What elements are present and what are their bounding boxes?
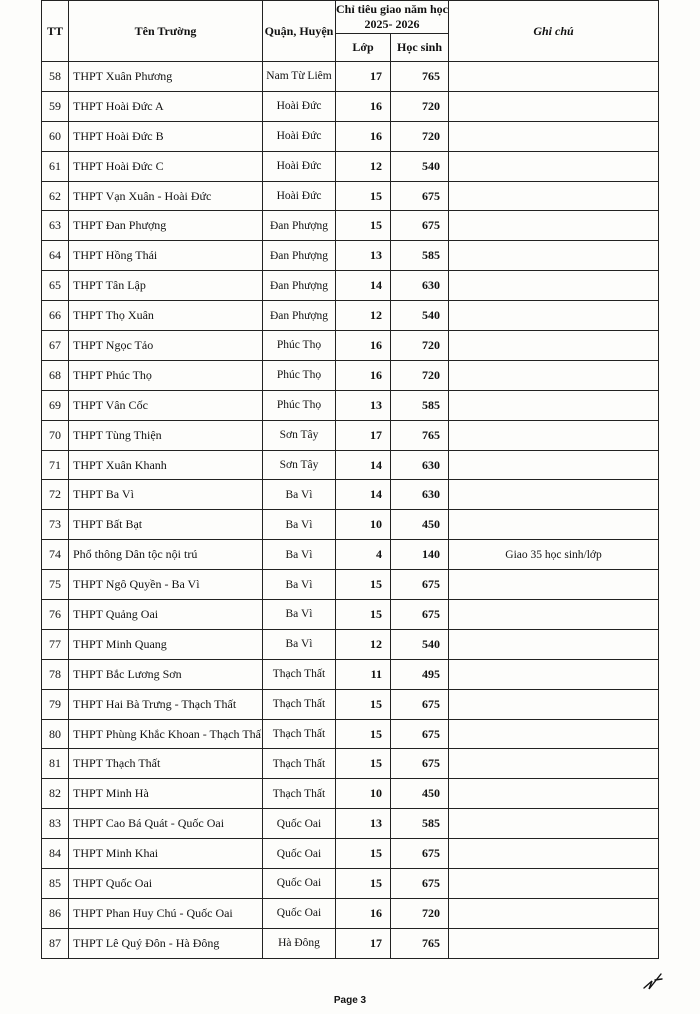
row-index: 70 — [42, 420, 69, 450]
school-name: THPT Minh Khai — [69, 839, 263, 869]
row-index: 64 — [42, 241, 69, 271]
table-row — [42, 91, 659, 121]
row-note — [449, 420, 659, 450]
school-name: THPT Xuân Khanh — [69, 450, 263, 480]
district-name: Ba Vì — [263, 540, 336, 570]
table-row — [42, 570, 659, 600]
row-index: 82 — [42, 779, 69, 809]
district-name: Quốc Oai — [263, 898, 336, 928]
row-note — [449, 689, 659, 719]
student-count: 675 — [391, 869, 449, 899]
row-note — [449, 839, 659, 869]
table-row — [42, 420, 659, 450]
school-quota-table — [41, 0, 659, 959]
class-count: 13 — [336, 809, 391, 839]
table-row — [42, 62, 659, 92]
table-row — [42, 928, 659, 958]
table-row — [42, 510, 659, 540]
student-count: 675 — [391, 570, 449, 600]
table-row — [42, 211, 659, 241]
row-note — [449, 600, 659, 630]
district-name: Thạch Thất — [263, 749, 336, 779]
row-note — [449, 809, 659, 839]
school-name: THPT Bất Bạt — [69, 510, 263, 540]
row-note — [449, 91, 659, 121]
class-count: 14 — [336, 480, 391, 510]
row-note — [449, 928, 659, 958]
class-count: 17 — [336, 62, 391, 92]
school-name: THPT Quốc Oai — [69, 869, 263, 899]
row-index: 71 — [42, 450, 69, 480]
student-count: 720 — [391, 898, 449, 928]
school-name: THPT Lê Quý Đôn - Hà Đông — [69, 928, 263, 958]
row-note — [449, 869, 659, 899]
table-row — [42, 629, 659, 659]
table-row — [42, 480, 659, 510]
row-index: 83 — [42, 809, 69, 839]
row-index: 63 — [42, 211, 69, 241]
table-row — [42, 600, 659, 630]
row-index: 87 — [42, 928, 69, 958]
student-count: 495 — [391, 659, 449, 689]
row-note — [449, 241, 659, 271]
school-name: THPT Thọ Xuân — [69, 301, 263, 331]
row-index: 72 — [42, 480, 69, 510]
table-row — [42, 869, 659, 899]
school-name: THPT Đan Phượng — [69, 211, 263, 241]
district-name: Nam Từ Liêm — [263, 62, 336, 92]
signature-mark — [642, 968, 664, 992]
student-count: 675 — [391, 719, 449, 749]
row-note — [449, 898, 659, 928]
district-name: Ba Vì — [263, 629, 336, 659]
row-index: 59 — [42, 91, 69, 121]
row-index: 81 — [42, 749, 69, 779]
class-count: 14 — [336, 271, 391, 301]
class-count: 12 — [336, 629, 391, 659]
class-count: 15 — [336, 839, 391, 869]
district-name: Thạch Thất — [263, 689, 336, 719]
district-name: Sơn Tây — [263, 450, 336, 480]
school-name: THPT Hoài Đức A — [69, 91, 263, 121]
row-note — [449, 62, 659, 92]
student-count: 630 — [391, 271, 449, 301]
row-index: 58 — [42, 62, 69, 92]
header-quota-group: Chỉ tiêu giao năm học 2025- 2026 — [336, 1, 449, 34]
row-note — [449, 301, 659, 331]
row-note — [449, 271, 659, 301]
student-count: 765 — [391, 928, 449, 958]
district-name: Đan Phượng — [263, 271, 336, 301]
row-index: 74 — [42, 540, 69, 570]
district-name: Hoài Đức — [263, 121, 336, 151]
row-note — [449, 450, 659, 480]
table-row — [42, 779, 659, 809]
row-index: 62 — [42, 181, 69, 211]
school-name: THPT Hai Bà Trưng - Thạch Thất — [69, 689, 263, 719]
school-name: THPT Minh Quang — [69, 629, 263, 659]
student-count: 720 — [391, 121, 449, 151]
school-name: THPT Xuân Phương — [69, 62, 263, 92]
table-row — [42, 301, 659, 331]
student-count: 765 — [391, 62, 449, 92]
school-name: THPT Tùng Thiện — [69, 420, 263, 450]
district-name: Ba Vì — [263, 600, 336, 630]
table-row — [42, 839, 659, 869]
district-name: Quốc Oai — [263, 869, 336, 899]
district-name: Thạch Thất — [263, 659, 336, 689]
school-name: THPT Minh Hà — [69, 779, 263, 809]
row-index: 76 — [42, 600, 69, 630]
table-row — [42, 181, 659, 211]
class-count: 12 — [336, 301, 391, 331]
student-count: 585 — [391, 809, 449, 839]
school-name: THPT Phùng Khắc Khoan - Thạch Thấ — [69, 719, 263, 749]
class-count: 13 — [336, 241, 391, 271]
student-count: 540 — [391, 151, 449, 181]
table-row — [42, 540, 659, 570]
class-count: 16 — [336, 360, 391, 390]
district-name: Phúc Thọ — [263, 360, 336, 390]
row-note — [449, 719, 659, 749]
row-index: 69 — [42, 390, 69, 420]
table-row — [42, 809, 659, 839]
school-name: THPT Vân Cốc — [69, 390, 263, 420]
school-name: THPT Ba Vì — [69, 480, 263, 510]
table-row — [42, 331, 659, 361]
header-district: Quận, Huyện — [263, 1, 336, 62]
row-note — [449, 659, 659, 689]
row-note — [449, 331, 659, 361]
row-note — [449, 151, 659, 181]
school-name: THPT Ngô Quyền - Ba Vì — [69, 570, 263, 600]
table-row — [42, 390, 659, 420]
class-count: 10 — [336, 779, 391, 809]
school-name: THPT Hoài Đức B — [69, 121, 263, 151]
student-count: 720 — [391, 331, 449, 361]
header-students: Học sinh — [391, 34, 449, 62]
district-name: Đan Phượng — [263, 241, 336, 271]
student-count: 630 — [391, 450, 449, 480]
row-index: 86 — [42, 898, 69, 928]
student-count: 585 — [391, 241, 449, 271]
row-note — [449, 779, 659, 809]
student-count: 720 — [391, 360, 449, 390]
class-count: 11 — [336, 659, 391, 689]
row-index: 79 — [42, 689, 69, 719]
school-name: THPT Hoài Đức C — [69, 151, 263, 181]
district-name: Quốc Oai — [263, 809, 336, 839]
student-count: 140 — [391, 540, 449, 570]
class-count: 15 — [336, 749, 391, 779]
row-index: 66 — [42, 301, 69, 331]
row-index: 67 — [42, 331, 69, 361]
school-name: THPT Cao Bá Quát - Quốc Oai — [69, 809, 263, 839]
district-name: Thạch Thất — [263, 719, 336, 749]
school-name: THPT Phan Huy Chú - Quốc Oai — [69, 898, 263, 928]
row-index: 78 — [42, 659, 69, 689]
class-count: 15 — [336, 689, 391, 719]
row-index: 80 — [42, 719, 69, 749]
school-name: THPT Thạch Thất — [69, 749, 263, 779]
class-count: 15 — [336, 570, 391, 600]
row-index: 73 — [42, 510, 69, 540]
student-count: 675 — [391, 689, 449, 719]
district-name: Quốc Oai — [263, 839, 336, 869]
school-name: THPT Tân Lập — [69, 271, 263, 301]
table-row — [42, 719, 659, 749]
school-name: THPT Bắc Lương Sơn — [69, 659, 263, 689]
school-name: THPT Phúc Thọ — [69, 360, 263, 390]
student-count: 540 — [391, 301, 449, 331]
table-row — [42, 749, 659, 779]
row-note — [449, 570, 659, 600]
student-count: 450 — [391, 510, 449, 540]
class-count: 10 — [336, 510, 391, 540]
table-body — [42, 62, 659, 959]
row-index: 68 — [42, 360, 69, 390]
district-name: Phúc Thọ — [263, 390, 336, 420]
table-row — [42, 450, 659, 480]
district-name: Phúc Thọ — [263, 331, 336, 361]
table-row — [42, 241, 659, 271]
district-name: Ba Vì — [263, 570, 336, 600]
district-name: Sơn Tây — [263, 420, 336, 450]
student-count: 675 — [391, 181, 449, 211]
table-row — [42, 898, 659, 928]
student-count: 450 — [391, 779, 449, 809]
row-note — [449, 629, 659, 659]
header-tt: TT — [42, 1, 69, 62]
school-name: THPT Hồng Thái — [69, 241, 263, 271]
student-count: 675 — [391, 600, 449, 630]
class-count: 15 — [336, 600, 391, 630]
row-note: Giao 35 học sinh/lớp — [449, 540, 659, 570]
student-count: 630 — [391, 480, 449, 510]
class-count: 15 — [336, 211, 391, 241]
student-count: 675 — [391, 211, 449, 241]
district-name: Đan Phượng — [263, 211, 336, 241]
class-count: 13 — [336, 390, 391, 420]
district-name: Hoài Đức — [263, 91, 336, 121]
class-count: 4 — [336, 540, 391, 570]
class-count: 12 — [336, 151, 391, 181]
school-name: THPT Quảng Oai — [69, 600, 263, 630]
row-index: 85 — [42, 869, 69, 899]
class-count: 15 — [336, 869, 391, 899]
class-count: 16 — [336, 91, 391, 121]
table-row — [42, 659, 659, 689]
header-note: Ghi chú — [449, 1, 659, 62]
student-count: 675 — [391, 839, 449, 869]
row-index: 61 — [42, 151, 69, 181]
class-count: 14 — [336, 450, 391, 480]
class-count: 17 — [336, 928, 391, 958]
student-count: 720 — [391, 91, 449, 121]
district-name: Đan Phượng — [263, 301, 336, 331]
table-row — [42, 151, 659, 181]
row-note — [449, 390, 659, 420]
table-row — [42, 271, 659, 301]
row-note — [449, 181, 659, 211]
row-note — [449, 360, 659, 390]
class-count: 17 — [336, 420, 391, 450]
row-index: 77 — [42, 629, 69, 659]
class-count: 15 — [336, 181, 391, 211]
row-note — [449, 510, 659, 540]
table-header — [42, 1, 659, 62]
student-count: 675 — [391, 749, 449, 779]
header-classes: Lớp — [336, 34, 391, 62]
table-row — [42, 360, 659, 390]
student-count: 540 — [391, 629, 449, 659]
quota-document — [41, 0, 658, 959]
school-name: Phổ thông Dân tộc nội trú — [69, 540, 263, 570]
district-name: Hoài Đức — [263, 151, 336, 181]
table-row — [42, 121, 659, 151]
district-name: Thạch Thất — [263, 779, 336, 809]
class-count: 16 — [336, 898, 391, 928]
student-count: 765 — [391, 420, 449, 450]
school-name: THPT Vạn Xuân - Hoài Đức — [69, 181, 263, 211]
district-name: Ba Vì — [263, 480, 336, 510]
row-note — [449, 211, 659, 241]
school-name: THPT Ngọc Tảo — [69, 331, 263, 361]
row-note — [449, 480, 659, 510]
row-index: 60 — [42, 121, 69, 151]
district-name: Ba Vì — [263, 510, 336, 540]
row-note — [449, 121, 659, 151]
row-index: 65 — [42, 271, 69, 301]
district-name: Hoài Đức — [263, 181, 336, 211]
district-name: Hà Đông — [263, 928, 336, 958]
class-count: 16 — [336, 331, 391, 361]
student-count: 585 — [391, 390, 449, 420]
header-school-name: Tên Trường — [69, 1, 263, 62]
page-number: Page 3 — [333, 995, 367, 1006]
table-row — [42, 689, 659, 719]
row-note — [449, 749, 659, 779]
class-count: 16 — [336, 121, 391, 151]
row-index: 84 — [42, 839, 69, 869]
class-count: 15 — [336, 719, 391, 749]
row-index: 75 — [42, 570, 69, 600]
